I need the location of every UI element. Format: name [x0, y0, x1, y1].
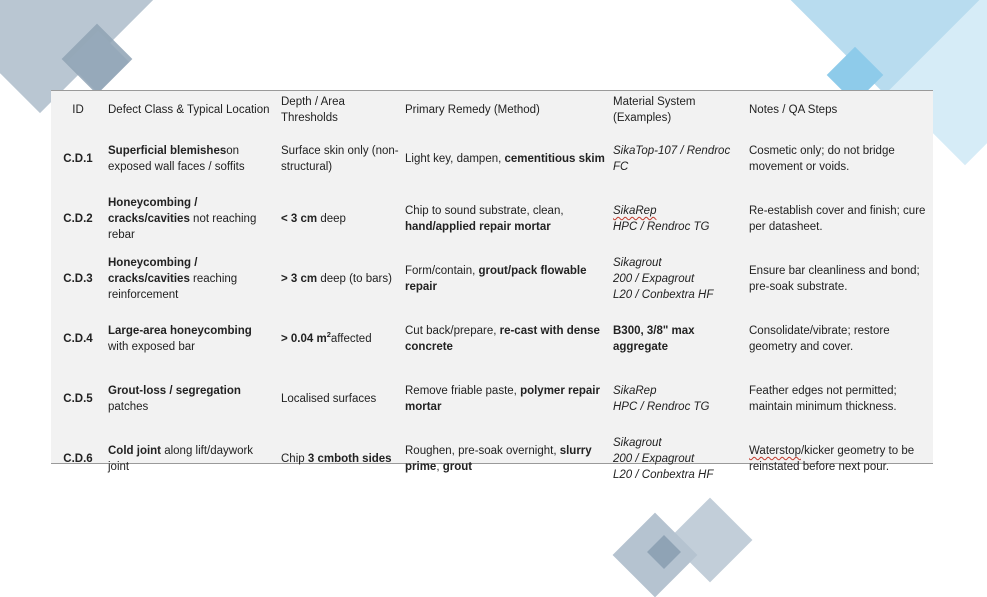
remedy-bold: slurry prime [405, 445, 592, 473]
notes-cell: Feather edges not permitted; maintain minimum thickness. [749, 385, 897, 413]
notes-cell [746, 429, 933, 489]
material-cell [610, 189, 746, 249]
defect-bold: Honeycombing / cracks/cavities [108, 257, 198, 285]
row-id: C.D.4 [63, 333, 93, 345]
remedy-bold: grout/pack flowable repair [405, 265, 587, 293]
defect-remedy-table [51, 91, 933, 489]
defect-cell [105, 429, 278, 489]
defect-text: reaching reinforcement [108, 273, 238, 301]
defect-bold: Honeycombing / cracks/cavities [108, 197, 198, 225]
remedy-sep: , [436, 461, 443, 473]
defect-text: patches [108, 401, 149, 413]
header-material: Material System (Examples) [613, 96, 696, 124]
table-row [51, 369, 933, 429]
material-line: 200 / Expagrout [613, 273, 695, 285]
defect-cell [105, 129, 278, 189]
depth-bold: < 3 cm [281, 213, 318, 225]
defect-bold: Cold joint [108, 445, 162, 457]
depth-bold [281, 330, 331, 345]
material-brand: SikaRep [613, 385, 657, 397]
defect-text: along lift/daywork joint [108, 445, 254, 473]
material-cell [610, 429, 746, 489]
remedy-text: Roughen, pre-soak overnight, [405, 445, 560, 457]
remedy-bold: hand/applied repair mortar [405, 221, 551, 233]
header-defect: Defect Class & Typical Location [108, 104, 270, 116]
table-row [51, 189, 933, 249]
defect-text: with exposed bar [108, 341, 195, 353]
depth-cell [278, 309, 402, 369]
defect-text: not reaching rebar [108, 213, 257, 241]
material-cell [610, 369, 746, 429]
depth-bold: > 3 cm [281, 273, 318, 285]
header-depth: Depth / Area Thresholds [281, 96, 345, 124]
remedy-bold: grout [442, 461, 473, 473]
material-line: L20 / Conbextra HF [613, 289, 714, 301]
remedy-text: Chip to sound substrate, clean, [405, 205, 564, 217]
notes-cell: Re-establish cover and finish; cure per datasheet. [749, 205, 926, 233]
table-row [51, 129, 933, 189]
table-header-row [51, 91, 933, 129]
material-line: 200 / Expagrout [613, 453, 695, 465]
defect-bold: Grout-loss / segregation [108, 385, 241, 397]
remedy-bold: re-cast with dense concrete [405, 325, 600, 353]
remedy-text: Remove friable paste, [405, 385, 521, 397]
depth-text: deep [317, 213, 346, 225]
remedy-cell [402, 369, 610, 429]
remedy-cell [402, 309, 610, 369]
notes-cell: Ensure bar cleanliness and bond; pre-soak substrate. [749, 265, 920, 293]
table-row [51, 249, 933, 309]
depth-cell [278, 189, 402, 249]
material-cell: SikaTop-107 / Rendroc FC [613, 145, 731, 173]
depth-text: deep (to bars) [317, 273, 392, 285]
notes-cell: Consolidate/vibrate; restore geometry and cover. [749, 325, 890, 353]
material-line: Sikagrout [613, 257, 662, 269]
remedy-text: Cut back/prepare, [405, 325, 500, 337]
header-remedy: Primary Remedy (Method) [405, 104, 540, 116]
row-id: C.D.1 [63, 153, 93, 165]
material-cell [610, 309, 746, 369]
header-id: ID [72, 104, 84, 116]
remedy-cell [402, 189, 610, 249]
remedy-text: Light key, dampen, [405, 153, 505, 165]
material-brand: SikaRep [613, 205, 657, 217]
notes-term: Waterstop [749, 445, 801, 457]
depth-text: Chip [281, 453, 308, 465]
row-id: C.D.5 [63, 393, 93, 405]
notes-cell: Cosmetic only; do not bridge movement or voids. [749, 145, 895, 173]
notes-text: /kicker geometry to be reinstated before next pour. [749, 445, 915, 473]
depth-bold: 3 cmboth sides [307, 453, 392, 465]
defect-cell [105, 369, 278, 429]
depth-cell: Surface skin only (non-structural) [281, 145, 399, 173]
material-line: L20 / Conbextra HF [613, 469, 714, 481]
table-row [51, 429, 933, 489]
material-cell [610, 249, 746, 309]
header-notes: Notes / QA Steps [749, 104, 838, 116]
defect-bold: Superficial blemishes [108, 145, 227, 157]
defect-bold: Large-area honeycombing [108, 325, 252, 337]
defect-text: on exposed wall faces / soffits [108, 145, 245, 173]
defect-cell [105, 309, 278, 369]
material-text: HPC / Rendroc TG [613, 401, 710, 413]
depth-exponent: 2 [326, 330, 331, 340]
row-id: C.D.3 [63, 273, 93, 285]
defect-remedy-table-panel [51, 90, 933, 481]
remedy-bold: cementitious skim [504, 153, 605, 165]
material-bold: B300, 3/8" max aggregate [613, 325, 695, 353]
depth-cell [278, 249, 402, 309]
defect-cell [105, 189, 278, 249]
table-row [51, 309, 933, 369]
material-text: HPC / Rendroc TG [613, 221, 710, 233]
remedy-cell [402, 129, 610, 189]
depth-cell [278, 429, 402, 489]
remedy-cell [402, 249, 610, 309]
row-id: C.D.2 [63, 213, 93, 225]
depth-cell: Localised surfaces [281, 393, 377, 405]
row-id: C.D.6 [63, 453, 93, 465]
remedy-bold: polymer repair mortar [405, 385, 600, 413]
remedy-text: Form/contain, [405, 265, 479, 277]
material-line: Sikagrout [613, 437, 662, 449]
depth-value: > 0.04 m [281, 333, 327, 345]
remedy-cell [402, 429, 610, 489]
depth-text: affected [330, 333, 372, 345]
defect-cell [105, 249, 278, 309]
